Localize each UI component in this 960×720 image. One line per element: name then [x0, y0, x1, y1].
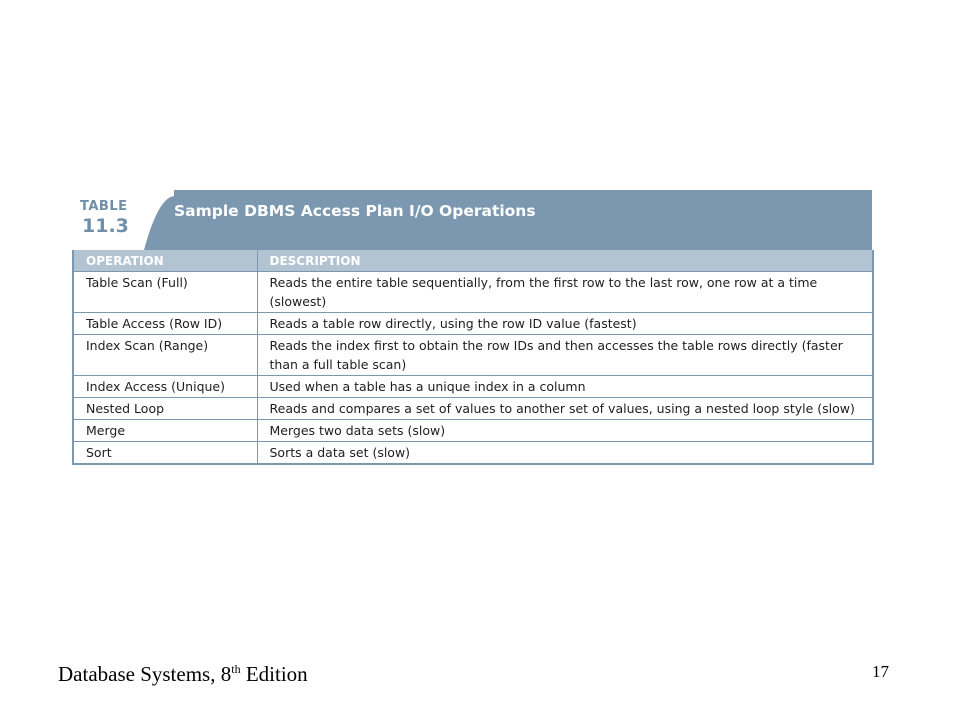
page-number: 17: [872, 662, 889, 681]
operations-table: [72, 250, 874, 465]
operation-cell: Merge: [73, 420, 257, 442]
table-tag-word: TABLE: [80, 199, 128, 214]
description-cell: Merges two data sets (slow): [257, 420, 873, 442]
table-row: [73, 420, 873, 442]
operation-cell: Table Scan (Full): [73, 272, 257, 313]
operation-cell: Index Scan (Range): [73, 335, 257, 376]
table-row: [73, 272, 873, 313]
table-row: [73, 376, 873, 398]
table-header-row: [73, 250, 873, 272]
description-cell: Reads and compares a set of values to another set of values, using a nested loop style (slow): [257, 398, 873, 420]
description-cell: Reads a table row directly, using the row ID value (fastest): [257, 313, 873, 335]
header-band-shape: [72, 190, 872, 250]
book-title-superscript: th: [231, 662, 241, 676]
description-cell: Sorts a data set (slow): [257, 442, 873, 465]
description-cell: Used when a table has a unique index in a column: [257, 376, 873, 398]
description-cell: Reads the index first to obtain the row IDs and then accesses the table rows directly (faster than a full table scan): [257, 335, 873, 376]
operation-cell: Index Access (Unique): [73, 376, 257, 398]
table-row: [73, 335, 873, 376]
operation-cell: Table Access (Row ID): [73, 313, 257, 335]
book-title-prefix: Database Systems, 8: [58, 662, 232, 686]
figure-title: Sample DBMS Access Plan I/O Operations: [174, 202, 536, 220]
table-row: [73, 442, 873, 465]
footer-book-title: [58, 662, 308, 687]
operation-cell: Nested Loop: [73, 398, 257, 420]
table-figure: [72, 190, 872, 465]
figure-header: [72, 190, 872, 250]
table-tag-number: 11.3: [82, 215, 129, 237]
operation-cell: Sort: [73, 442, 257, 465]
description-cell: Reads the entire table sequentially, from the first row to the last row, one row at a time (slowest): [257, 272, 873, 313]
book-title-suffix: Edition: [240, 662, 308, 686]
table-row: [73, 398, 873, 420]
column-header-description: DESCRIPTION: [257, 250, 873, 272]
column-header-operation: OPERATION: [73, 250, 257, 272]
table-row: [73, 313, 873, 335]
